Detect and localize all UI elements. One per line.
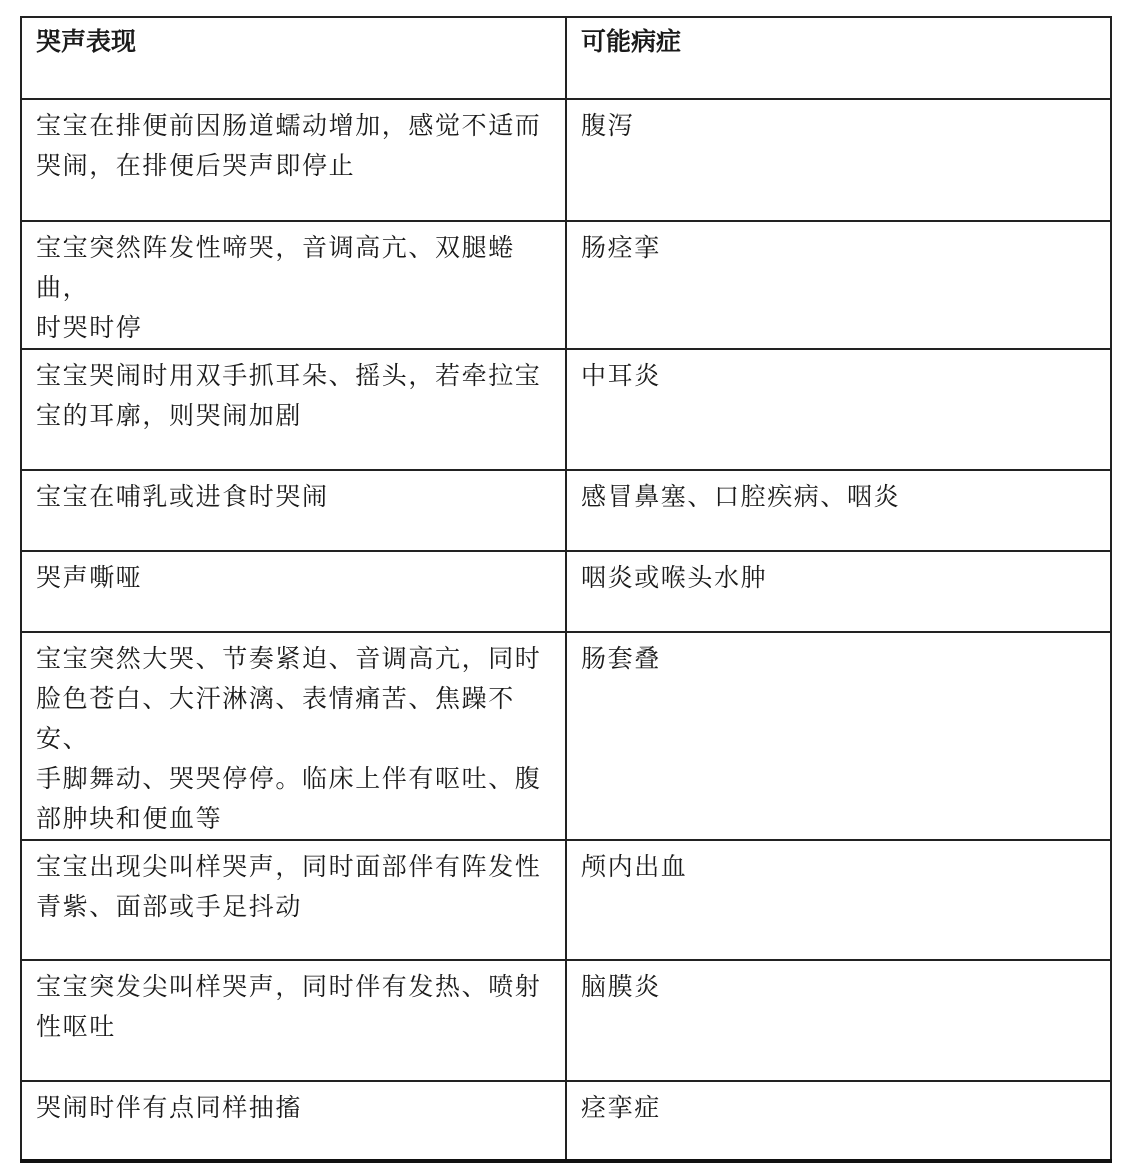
crying-symptom-table — [20, 16, 1112, 1163]
symptom-cell: 宝宝突发尖叫样哭声，同时伴有发热、喷射 性呕吐 — [21, 960, 566, 1081]
symptom-cell: 宝宝在排便前因肠道蠕动增加，感觉不适而 哭闹，在排便后哭声即停止 — [21, 99, 566, 221]
condition-cell: 感冒鼻塞、口腔疾病、咽炎 — [566, 470, 1111, 551]
table-row — [21, 840, 1111, 960]
condition-cell: 肠痉挛 — [566, 221, 1111, 349]
symptom-cell: 哭闹时伴有点同样抽搐 — [21, 1081, 566, 1161]
condition-cell: 咽炎或喉头水肿 — [566, 551, 1111, 632]
table-row — [21, 221, 1111, 349]
condition-cell: 颅内出血 — [566, 840, 1111, 960]
header-condition: 可能病症 — [566, 17, 1111, 99]
table-row — [21, 99, 1111, 221]
table-row — [21, 470, 1111, 551]
table-row — [21, 632, 1111, 840]
table-row — [21, 960, 1111, 1081]
symptom-cell: 哭声嘶哑 — [21, 551, 566, 632]
condition-cell: 脑膜炎 — [566, 960, 1111, 1081]
condition-cell: 中耳炎 — [566, 349, 1111, 470]
table-row — [21, 349, 1111, 470]
symptom-cell: 宝宝出现尖叫样哭声，同时面部伴有阵发性 青紫、面部或手足抖动 — [21, 840, 566, 960]
table-row — [21, 551, 1111, 632]
table-header-row — [21, 17, 1111, 99]
condition-cell: 肠套叠 — [566, 632, 1111, 840]
condition-cell: 腹泻 — [566, 99, 1111, 221]
condition-cell: 痉挛症 — [566, 1081, 1111, 1161]
symptom-cell: 宝宝突然阵发性啼哭，音调高亢、双腿蜷曲， 时哭时停 — [21, 221, 566, 349]
symptom-cell: 宝宝突然大哭、节奏紧迫、音调高亢，同时 脸色苍白、大汗淋漓、表情痛苦、焦躁不安、 手脚舞动、哭哭停停。临床上伴有呕吐、腹 部肿块和便血等 — [21, 632, 566, 840]
symptom-cell: 宝宝哭闹时用双手抓耳朵、摇头，若牵拉宝 宝的耳廓，则哭闹加剧 — [21, 349, 566, 470]
header-symptom: 哭声表现 — [21, 17, 566, 99]
table-row — [21, 1081, 1111, 1161]
symptom-cell: 宝宝在哺乳或进食时哭闹 — [21, 470, 566, 551]
